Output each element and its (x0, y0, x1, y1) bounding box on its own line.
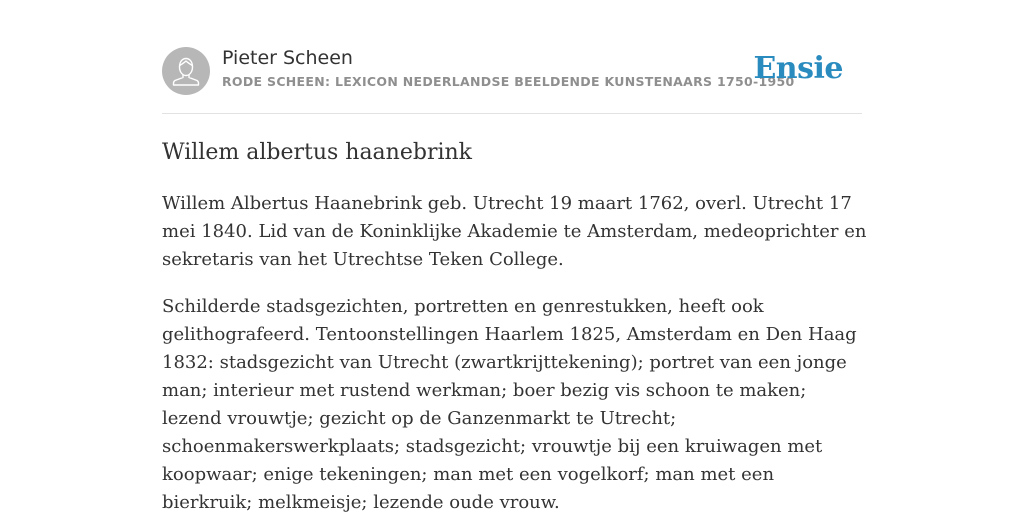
author-name[interactable]: Pieter Scheen (222, 47, 353, 69)
article-paragraph-2: Schilderde stadsgezichten, portretten en genrestukken, heeft ook gelithografeerd. Tentoonstellingen Haarlem 1825, Amsterdam en Den Haag 1832: stadsgezicht van Utrecht (zwartkrijttekening); portret van een jonge man; interieur met rustend werkman; boer bezig vis schoon te maken; lezend vrouwtje; gezicht op de Ganzenmarkt te Utrecht; schoenmakerswerkplaats; stadsgezicht; vrouwtje bij een kruiwagen met koopwaar; enige tekeningen; man met een vogelkorf; man met een bierkruik; melkmeisje; lezende oude vrouw. (162, 296, 857, 512)
source-title[interactable]: RODE SCHEEN: LEXICON NEDERLANDSE BEELDENDE KUNSTENAARS 1750-1950 (222, 74, 795, 89)
header-divider (162, 113, 862, 114)
user-silhouette-icon (162, 47, 210, 95)
avatar[interactable] (162, 47, 210, 95)
article-paragraph-1: Willem Albertus Haanebrink geb. Utrecht 19 maart 1762, overl. Utrecht 17 mei 1840. Lid van de Koninklijke Akademie te Amsterdam, medeoprichter en sekretaris van het Utrechtse Teken College. (162, 193, 867, 270)
header (162, 46, 862, 96)
article-title: Willem albertus haanebrink (162, 140, 472, 165)
ensie-logo[interactable]: Ensie (753, 51, 843, 86)
